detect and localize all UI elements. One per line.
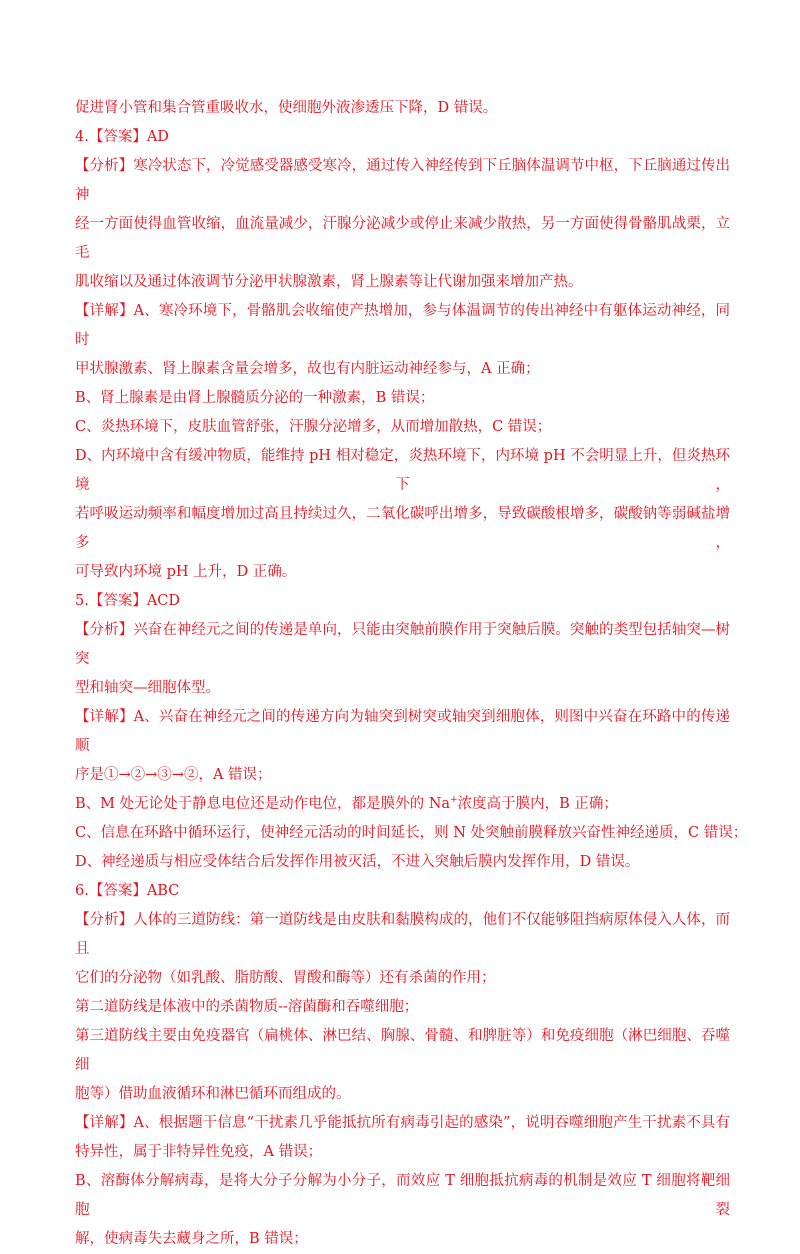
text-line: 【详解】A、根据题干信息“干扰素几乎能抵抗所有病毒引起的感染”，说明吞噬细胞产生干扰素不具有 [75,1115,730,1131]
text-line: 经一方面使得血管收缩，血流量减少，汗腺分泌减少或停止来减少散热，另一方面使得骨骼肌战栗，立毛 [75,216,730,261]
text-line: 第三道防线主要由免疫器官（扁桃体、淋巴结、胸腺、骨髓、和脾脏等）和免疫细胞（淋巴细胞、吞噬细 [75,1028,730,1073]
text-segment: B、M 处无论处于静息电位还是动作电位，都是膜外的 Na [75,796,451,812]
text-line: B、肾上腺素是由肾上腺髓质分泌的一种激素，B 错误； [75,390,435,406]
text-line: 促进肾小管和集合管重吸收水，使细胞外液渗透压下降，D 错误。 [75,100,498,116]
text-line: 序是①→②→③→②，A 错误； [75,767,272,783]
text-line: D、神经递质与相应受体结合后发挥作用被灭活，不进入突触后膜内发挥作用，D 错误。 [75,854,640,870]
text-line: 甲状腺激素、肾上腺素含量会增多，故也有内脏运动神经参与，A 正确； [75,361,540,377]
text-line: 【分析】兴奋在神经元之间的传递是单向，只能由突触前膜作用于突触后膜。突触的类型包括轴突—树突 [75,622,730,667]
text-line: C、炎热环境下，皮肤血管舒张，汗腺分泌增多，从而增加散热，C 错误； [75,419,552,435]
text-line: 胞等）借助血液循环和淋巴循环而组成的。 [75,1086,351,1102]
text-line: B、溶酶体分解病毒，是将大分子分解为小分子，而效应 T 细胞抵抗病毒的机制是效应 T 细胞将靶细胞裂 [75,1173,730,1218]
text-line [75,790,730,819]
answer-heading: 5.【答案】ACD [75,593,181,609]
text-line: 肌收缩以及通过体液调节分泌甲状腺激素，肾上腺素等让代谢加强来增加产热。 [75,274,583,290]
text-line: 【分析】人体的三道防线：第一道防线是由皮肤和黏膜构成的，他们不仅能够阻挡病原体侵入人体，而且 [75,912,730,957]
text-line: 若呼吸运动频率和幅度增加过高且持续过久，二氧化碳呼出增多，导致碳酸根增多，碳酸钠等弱碱盐增多， [75,506,730,551]
document-body [75,94,748,1254]
text-line: 【分析】寒冷状态下，冷觉感受器感受寒冷，通过传入神经传到下丘脑体温调节中枢，下丘脑通过传出神 [75,158,730,203]
superscript-plus: + [450,795,458,805]
answer-heading: 4.【答案】AD [75,129,169,145]
text-line: 特异性，属于非特异性免疫，A 错误； [75,1144,323,1160]
text-line: 可导致内环境 pH 上升，D 正确。 [75,564,297,580]
text-line: 型和轴突—细胞体型。 [75,680,220,696]
text-line: 【详解】A、兴奋在神经元之间的传递方向为轴突到树突或轴突到细胞体，则图中兴奋在环路中的传递顺 [75,709,730,754]
text-line: 它们的分泌物（如乳酸、脂肪酸、胃酸和酶等）还有杀菌的作用； [75,970,496,986]
text-line: 【详解】A、寒冷环境下，骨骼肌会收缩使产热增加，参与体温调节的传出神经中有躯体运动神经，同时 [75,303,730,348]
text-line: C、信息在环路中循环运行，使神经元活动的时间延长，则 N 处突触前膜释放兴奋性神经递质，C 错误； [75,825,748,841]
text-segment: 浓度高于膜内，B 正确； [457,796,618,812]
text-line: 第二道防线是体液中的杀菌物质--溶菌酶和吞噬细胞； [75,999,419,1015]
text-line: 解，使病毒失去藏身之所，B 错误； [75,1231,308,1247]
answer-heading: 6.【答案】ABC [75,883,180,899]
text-line: D、内环境中含有缓冲物质，能维持 pH 相对稳定，炎热环境下，内环境 pH 不会明显上升，但炎热环境下， [75,448,730,493]
